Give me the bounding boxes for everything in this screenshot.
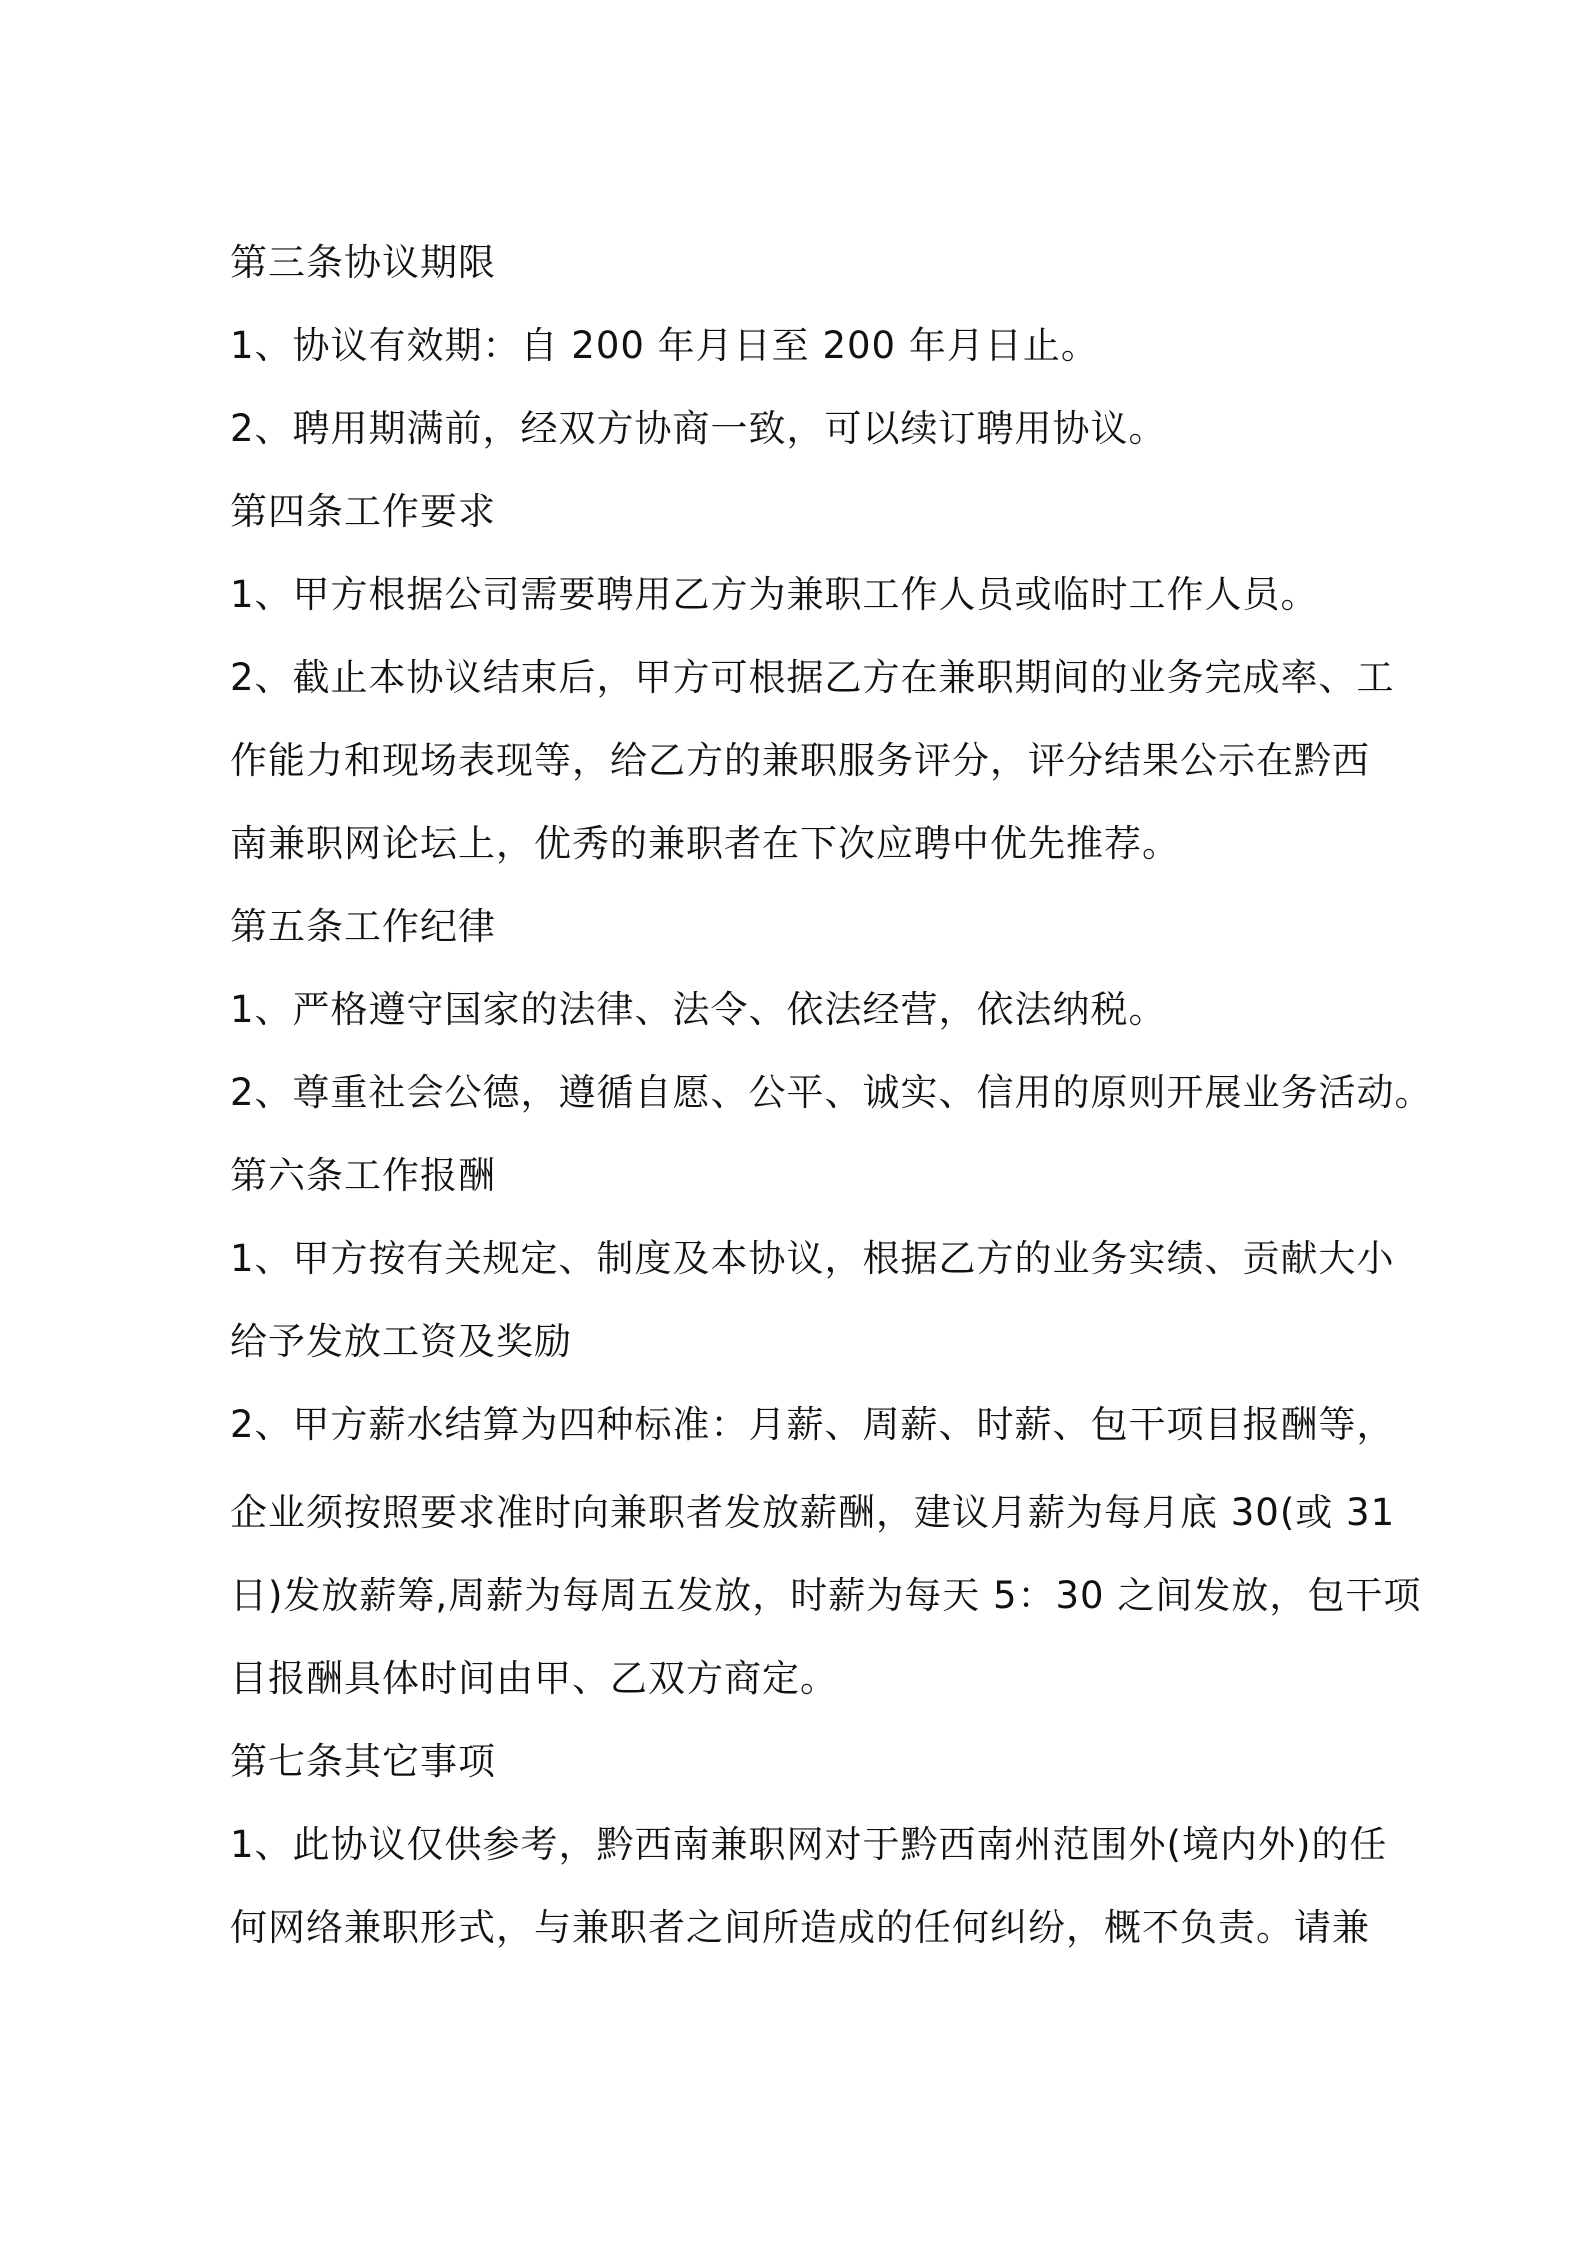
paragraph-line: 日)发放薪筹,周薪为每周五发放，时薪为每天 5：30 之间发放，包干项	[230, 1574, 1422, 1617]
section-heading-article-6: 第六条工作报酬	[230, 1154, 496, 1197]
paragraph-line: 1、严格遵守国家的法律、法令、依法经营，依法纳税。	[230, 988, 1167, 1031]
paragraph-line: 南兼职网论坛上，优秀的兼职者在下次应聘中优先推荐。	[230, 822, 1180, 865]
paragraph-line: 给予发放工资及奖励	[230, 1320, 572, 1363]
section-heading-article-4: 第四条工作要求	[230, 490, 496, 533]
paragraph-line: 2、甲方薪水结算为四种标准：月薪、周薪、时薪、包干项目报酬等，	[230, 1403, 1395, 1446]
paragraph-line: 目报酬具体时间由甲、乙双方商定。	[230, 1657, 838, 1700]
paragraph-line: 1、协议有效期：自 200 年月日至 200 年月日止。	[230, 324, 1099, 367]
paragraph-line: 1、此协议仅供参考，黔西南兼职网对于黔西南州范围外(境内外)的任	[230, 1823, 1388, 1866]
paragraph-line: 作能力和现场表现等，给乙方的兼职服务评分，评分结果公示在黔西	[230, 739, 1370, 782]
paragraph-line: 2、尊重社会公德，遵循自愿、公平、诚实、信用的原则开展业务活动。	[230, 1071, 1433, 1114]
paragraph-line: 何网络兼职形式，与兼职者之间所造成的任何纠纷，概不负责。请兼	[230, 1906, 1370, 1949]
paragraph-line: 企业须按照要求准时向兼职者发放薪酬，建议月薪为每月底 30(或 31	[230, 1491, 1396, 1534]
section-heading-article-5: 第五条工作纪律	[230, 905, 496, 948]
paragraph-line: 1、甲方根据公司需要聘用乙方为兼职工作人员或临时工作人员。	[230, 573, 1319, 616]
paragraph-line: 1、甲方按有关规定、制度及本协议，根据乙方的业务实绩、贡献大小	[230, 1237, 1395, 1280]
paragraph-line: 2、截止本协议结束后，甲方可根据乙方在兼职期间的业务完成率、工	[230, 656, 1395, 699]
section-heading-article-7: 第七条其它事项	[230, 1740, 496, 1783]
paragraph-line: 2、聘用期满前，经双方协商一致，可以续订聘用协议。	[230, 407, 1167, 450]
section-heading-article-3: 第三条协议期限	[230, 241, 496, 284]
